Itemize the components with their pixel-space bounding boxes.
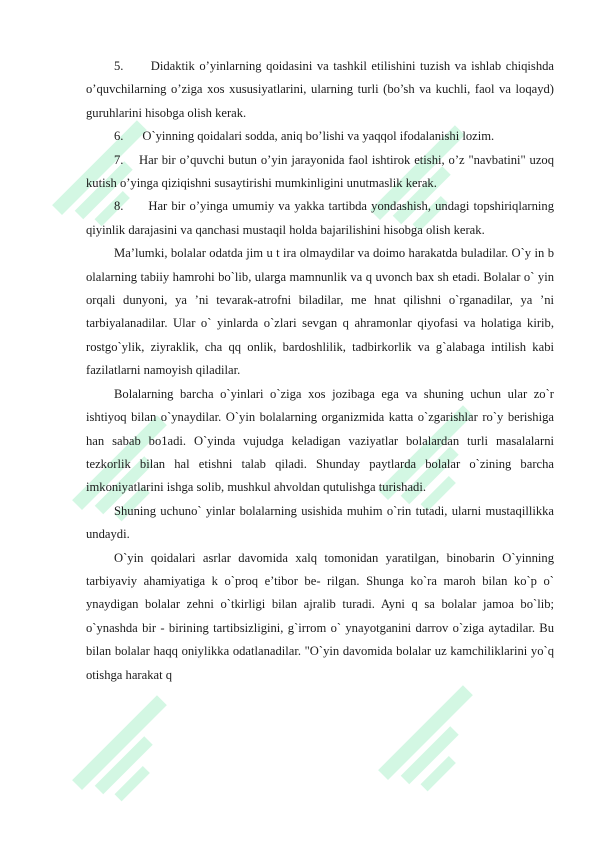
paragraph: Bolalarning barcha o`yinlari o`ziga xos jozibaga ega va shuning uchun ular zo`r ishtiyoq bilan o`ynaydilar. O`yin bolalarning organizmida katta o`zgarishlar ro`y berishiga han sabab bo1adi. O`yinda vujudga keladigan vaziyatlar bolalardan turli masalalarni tezkorlik bilan hal etishni talab qiladi. Shunday paytlarda bolalar o`zining barcha imkoniyatlarini ishga solib, mushkul ahvoldan qutulishga turishadi. <box>86 386 554 495</box>
watermark-right-bottom <box>378 685 498 805</box>
list-number: 7. <box>114 152 124 167</box>
watermark-left-bottom <box>72 695 192 815</box>
paragraph: Shuning uchuno` yinlar bolalarning usishida muhim o`rin tutadi, ularni mustaqillikka undaydi. <box>86 503 554 542</box>
list-item-7 <box>86 149 554 196</box>
list-item-6 <box>86 125 554 148</box>
list-item-text: Didaktik o’yinlarning qoidasini va tashkil etilishini tuzish va ishlab chiqishda o’quvchilarning o’ziga xos xususiyatlarini, ularning turli (bo’sh va kuchli, faol va loqayd) guruhlarini hisobga olish kerak. <box>86 59 555 120</box>
list-item-8 <box>86 195 554 242</box>
paragraph: Ma’lumki, bolalar odatda jim u t ira olmaydilar va doimo harakatda buladilar. O`y in b olalarning tabiiy hamrohi bo`lib, ularga mamnunlik va q uvonch bax sh etadi. Bolalar o` yin orqali dunyoni, ya ’ni tevarak-atrofni biladilar, me hnat qilishni o`rganadilar, ya ’ni tarbiyalanadilar. Ular o` yinlarda o`zlari sevgan q ahramonlar qiyofasi va holatiga kirib, rostgo`ylik, ziyraklik, cha qq onlik, bardoshlilik, tadbirkorlik va g`alabaga intilish kabi fazilatlarni namoyish qiladilar. <box>86 246 554 378</box>
list-item-5 <box>86 55 554 125</box>
list-number: 5. <box>114 59 124 73</box>
list-number: 8. <box>114 199 124 214</box>
paragraph: O`yin qoidalari asrlar davomida xalq tomonidan yaratilgan, binobarin O`yinning tarbiyaviy ahamiyatiga k o`proq e’tibor be- rilgan. Shunga ko`ra maroh bilan ko`p o` ynaydigan bolalar zehni o`tkirligi bilan ajralib turadi. Ayni q sa bolalar jamoa bo`lib; o`ynashda bir - birining tartibsizligini, g`irrom o` ynayotganini darrov o`ziga aytadilar. Bu bilan bolalar haqq oniylikka odatlanadilar. "O`yin davomida bolalar uz kamchiliklarini yo`q otishga harakat q <box>86 550 554 682</box>
document-body <box>86 55 554 687</box>
list-item-text: O`yinning qoidalari sodda, aniq bo’lishi va yaqqol ifodalanishi lozim. <box>142 129 495 144</box>
list-item-text: Har bir o’yinga umumiy va yakka tartibda yondashish, undagi topshiriqlarning qiyinlik darajasini va qanchasi mustaqil holda bajarilishini hisobga olish kerak. <box>86 199 555 237</box>
list-item-text: Har bir o’quvchi butun o’yin jarayonida faol ishtirok etishi, o’z "navbatini" uzoq kutish o’yinga qiziqishni susaytirishi mumkinligini unutmaslik kerak. <box>86 152 554 191</box>
list-number: 6. <box>114 129 124 144</box>
